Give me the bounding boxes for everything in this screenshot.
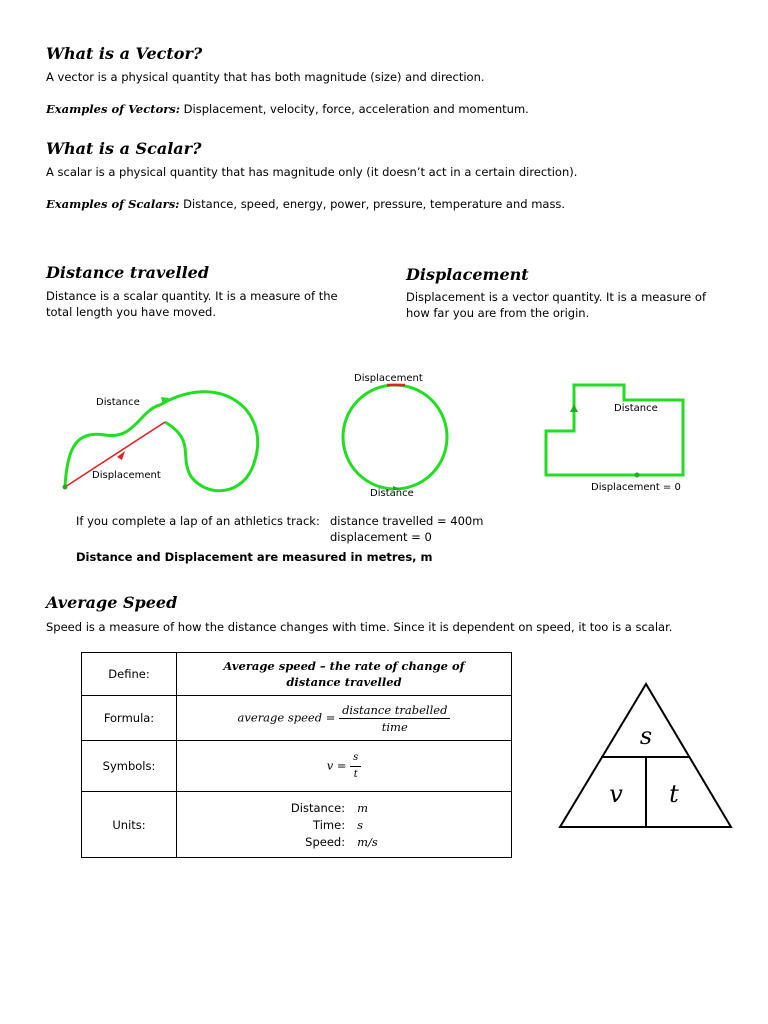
triangle-v: v <box>609 780 623 808</box>
formula-cell <box>177 696 512 741</box>
triangle-t: t <box>669 780 679 808</box>
symbols-lhs: v = <box>326 758 347 772</box>
symbols-fraction <box>350 750 361 783</box>
symbols-cell <box>177 741 512 792</box>
units-time-name: Time: <box>313 817 346 832</box>
path-distance-label: Distance <box>96 397 140 408</box>
table-row <box>82 741 512 792</box>
symbols-numerator: s <box>350 750 361 767</box>
units-speed-value: m/s <box>357 834 378 849</box>
formula-lhs: average speed = <box>237 710 336 724</box>
scalar-definition: A scalar is a physical quantity that has magnitude only (it doesn’t act in a certain direction). <box>46 165 578 179</box>
scalar-examples <box>46 196 565 212</box>
square-arrow-icon <box>570 404 578 412</box>
circle-distance-label: Distance <box>370 488 414 499</box>
path-displacement-label: Displacement <box>92 470 161 481</box>
lap-text: If you complete a lap of an athletics track: <box>76 514 320 528</box>
speed-definition: Speed is a measure of how the distance changes with time. Since it is dependent on speed, it too is a scalar. <box>46 620 673 634</box>
scalar-examples-text: Distance, speed, energy, power, pressure, temperature and mass. <box>179 197 566 211</box>
distance-path-diagram <box>55 380 270 505</box>
units-time-value: s <box>357 817 363 832</box>
vector-examples-label: Examples of Vectors: <box>46 102 181 116</box>
vector-examples <box>46 101 529 117</box>
distance-definition: Distance is a scalar quantity. It is a measure of the total length you have moved. <box>46 289 338 319</box>
formula-label: Formula: <box>82 696 177 741</box>
circle-path <box>343 385 447 489</box>
scalar-heading: What is a Scalar? <box>46 139 202 158</box>
units-speed-name: Speed: <box>305 834 346 849</box>
triangle-s: s <box>639 722 653 750</box>
displacement-heading: Displacement <box>406 265 529 284</box>
square-path-diagram <box>540 380 690 480</box>
formula-triangle <box>558 682 734 830</box>
table-row <box>82 696 512 741</box>
symbols-label: Symbols: <box>82 741 177 792</box>
vector-examples-text: Displacement, velocity, force, acceleration and momentum. <box>180 102 529 116</box>
speed-table <box>81 652 512 858</box>
square-displacement-label: Displacement = 0 <box>591 482 681 493</box>
square-distance-label: Distance <box>614 403 658 414</box>
lap-displacement: displacement = 0 <box>330 530 432 544</box>
units-label: Units: <box>82 792 177 858</box>
speed-heading: Average Speed <box>46 593 178 612</box>
formula-denominator: time <box>381 719 408 734</box>
vector-heading: What is a Vector? <box>46 44 203 63</box>
units-cell <box>177 792 512 858</box>
square-path <box>546 385 683 475</box>
scalar-examples-label: Examples of Scalars: <box>46 197 180 211</box>
vector-definition: A vector is a physical quantity that has both magnitude (size) and direction. <box>46 70 485 84</box>
units-distance-name: Distance: <box>290 800 346 815</box>
circle-displacement-label: Displacement <box>354 373 423 384</box>
distance-heading: Distance travelled <box>46 263 210 282</box>
formula-fraction <box>339 702 450 735</box>
units-statement: Distance and Displacement are measured in metres, m <box>76 550 433 564</box>
table-row <box>82 792 512 858</box>
define-value: Average speed – the rate of change of distance travelled <box>177 653 512 696</box>
table-row <box>82 653 512 696</box>
define-label: Define: <box>82 653 177 696</box>
lap-distance: distance travelled = 400m <box>330 514 484 528</box>
formula-numerator: distance trabelled <box>339 702 450 719</box>
displacement-definition: Displacement is a vector quantity. It is a measure of how far you are from the origin. <box>406 290 706 320</box>
circle-diagram <box>335 380 460 490</box>
units-distance-value: m <box>357 800 368 815</box>
symbols-denominator: t <box>353 768 358 780</box>
